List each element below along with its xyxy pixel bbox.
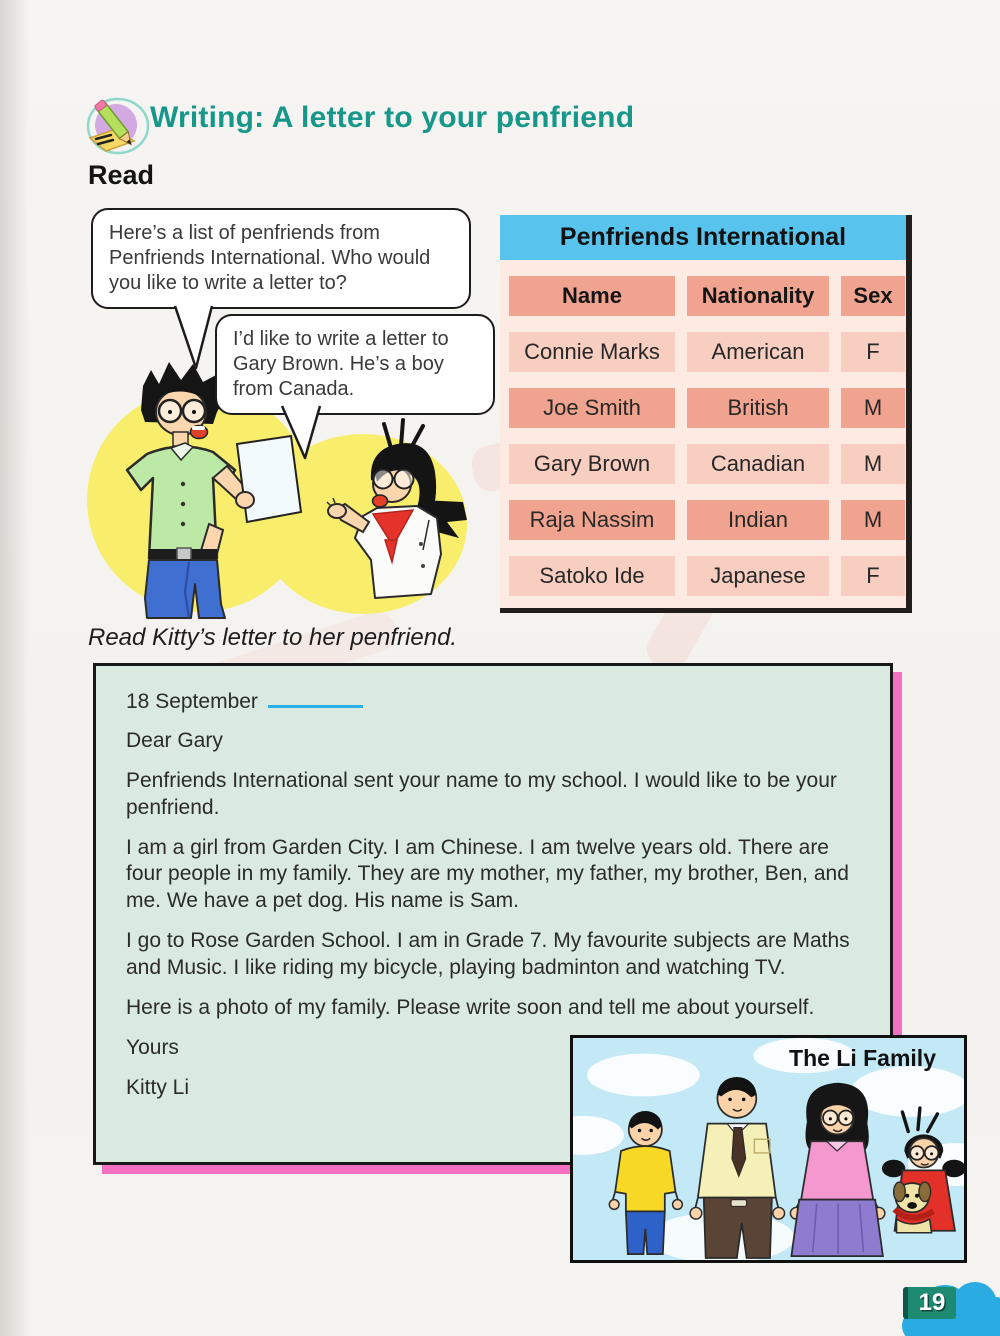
- table-cell-sex: M: [841, 500, 905, 540]
- table-cell-nationality: American: [687, 332, 829, 372]
- page-title: Writing: A letter to your penfriend: [150, 101, 635, 134]
- column-header-sex: Sex: [841, 276, 905, 316]
- table-cell-nationality: Japanese: [687, 556, 829, 596]
- letter-paragraph: Penfriends International sent your name to my school. I would like to be your penfriend.: [126, 768, 837, 819]
- table-cell-name: Satoko Ide: [509, 556, 675, 596]
- read-instruction: Read Kitty’s letter to her penfriend.: [88, 624, 458, 651]
- date-blank-line: [268, 688, 363, 708]
- column-header-nationality: Nationality: [687, 276, 829, 316]
- table-cell-sex: M: [841, 444, 905, 484]
- table-cell-name: Raja Nassim: [509, 500, 675, 540]
- family-photo-caption: The Li Family: [789, 1045, 936, 1071]
- pencil-icon: [86, 96, 150, 158]
- penfriends-table: [500, 215, 912, 613]
- section-heading-read: Read: [88, 160, 155, 190]
- letter-signature: Kitty Li: [126, 1075, 190, 1099]
- table-cell-name: Gary Brown: [509, 444, 675, 484]
- table-cell-name: Connie Marks: [509, 332, 675, 372]
- column-header-name: Name: [509, 276, 675, 316]
- letter-paragraph: Here is a photo of my family. Please write soon and tell me about yourself.: [126, 995, 815, 1019]
- table-cell-nationality: Indian: [687, 500, 829, 540]
- table-title: Penfriends International: [500, 215, 906, 260]
- table-cell-sex: M: [841, 388, 905, 428]
- table-cell-nationality: Canadian: [687, 444, 829, 484]
- table-cell-sex: F: [841, 332, 905, 372]
- speech-bubble-girl: I’d like to write a letter to Gary Brown. He’s a boy from Canada.: [215, 314, 495, 415]
- letter-salutation: Dear Gary: [126, 728, 223, 752]
- page-spine-shadow: [0, 0, 30, 1336]
- table-cell-nationality: British: [687, 388, 829, 428]
- table-cell-name: Joe Smith: [509, 388, 675, 428]
- letter-paragraph: I am a girl from Garden City. I am Chinese. I am twelve years old. There are four people in my family. They are my mother, my father, my brother, Ben, and me. We have a pet dog. His name is Sam.: [126, 835, 849, 913]
- letter-closing: Yours: [126, 1035, 179, 1059]
- table-cell-sex: F: [841, 556, 905, 596]
- page-number-badge: 19: [903, 1287, 956, 1319]
- speech-bubble-tails: [80, 300, 500, 475]
- speech-bubble-teacher: Here’s a list of penfriends from Penfriends International. Who would you like to write a letter to?: [91, 208, 471, 309]
- letter-date: 18 September: [126, 690, 258, 713]
- family-photo: [570, 1035, 967, 1263]
- letter-paragraph: I go to Rose Garden School. I am in Grade 7. My favourite subjects are Maths and Music. I like riding my bicycle, playing badminton and watching TV.: [126, 929, 850, 979]
